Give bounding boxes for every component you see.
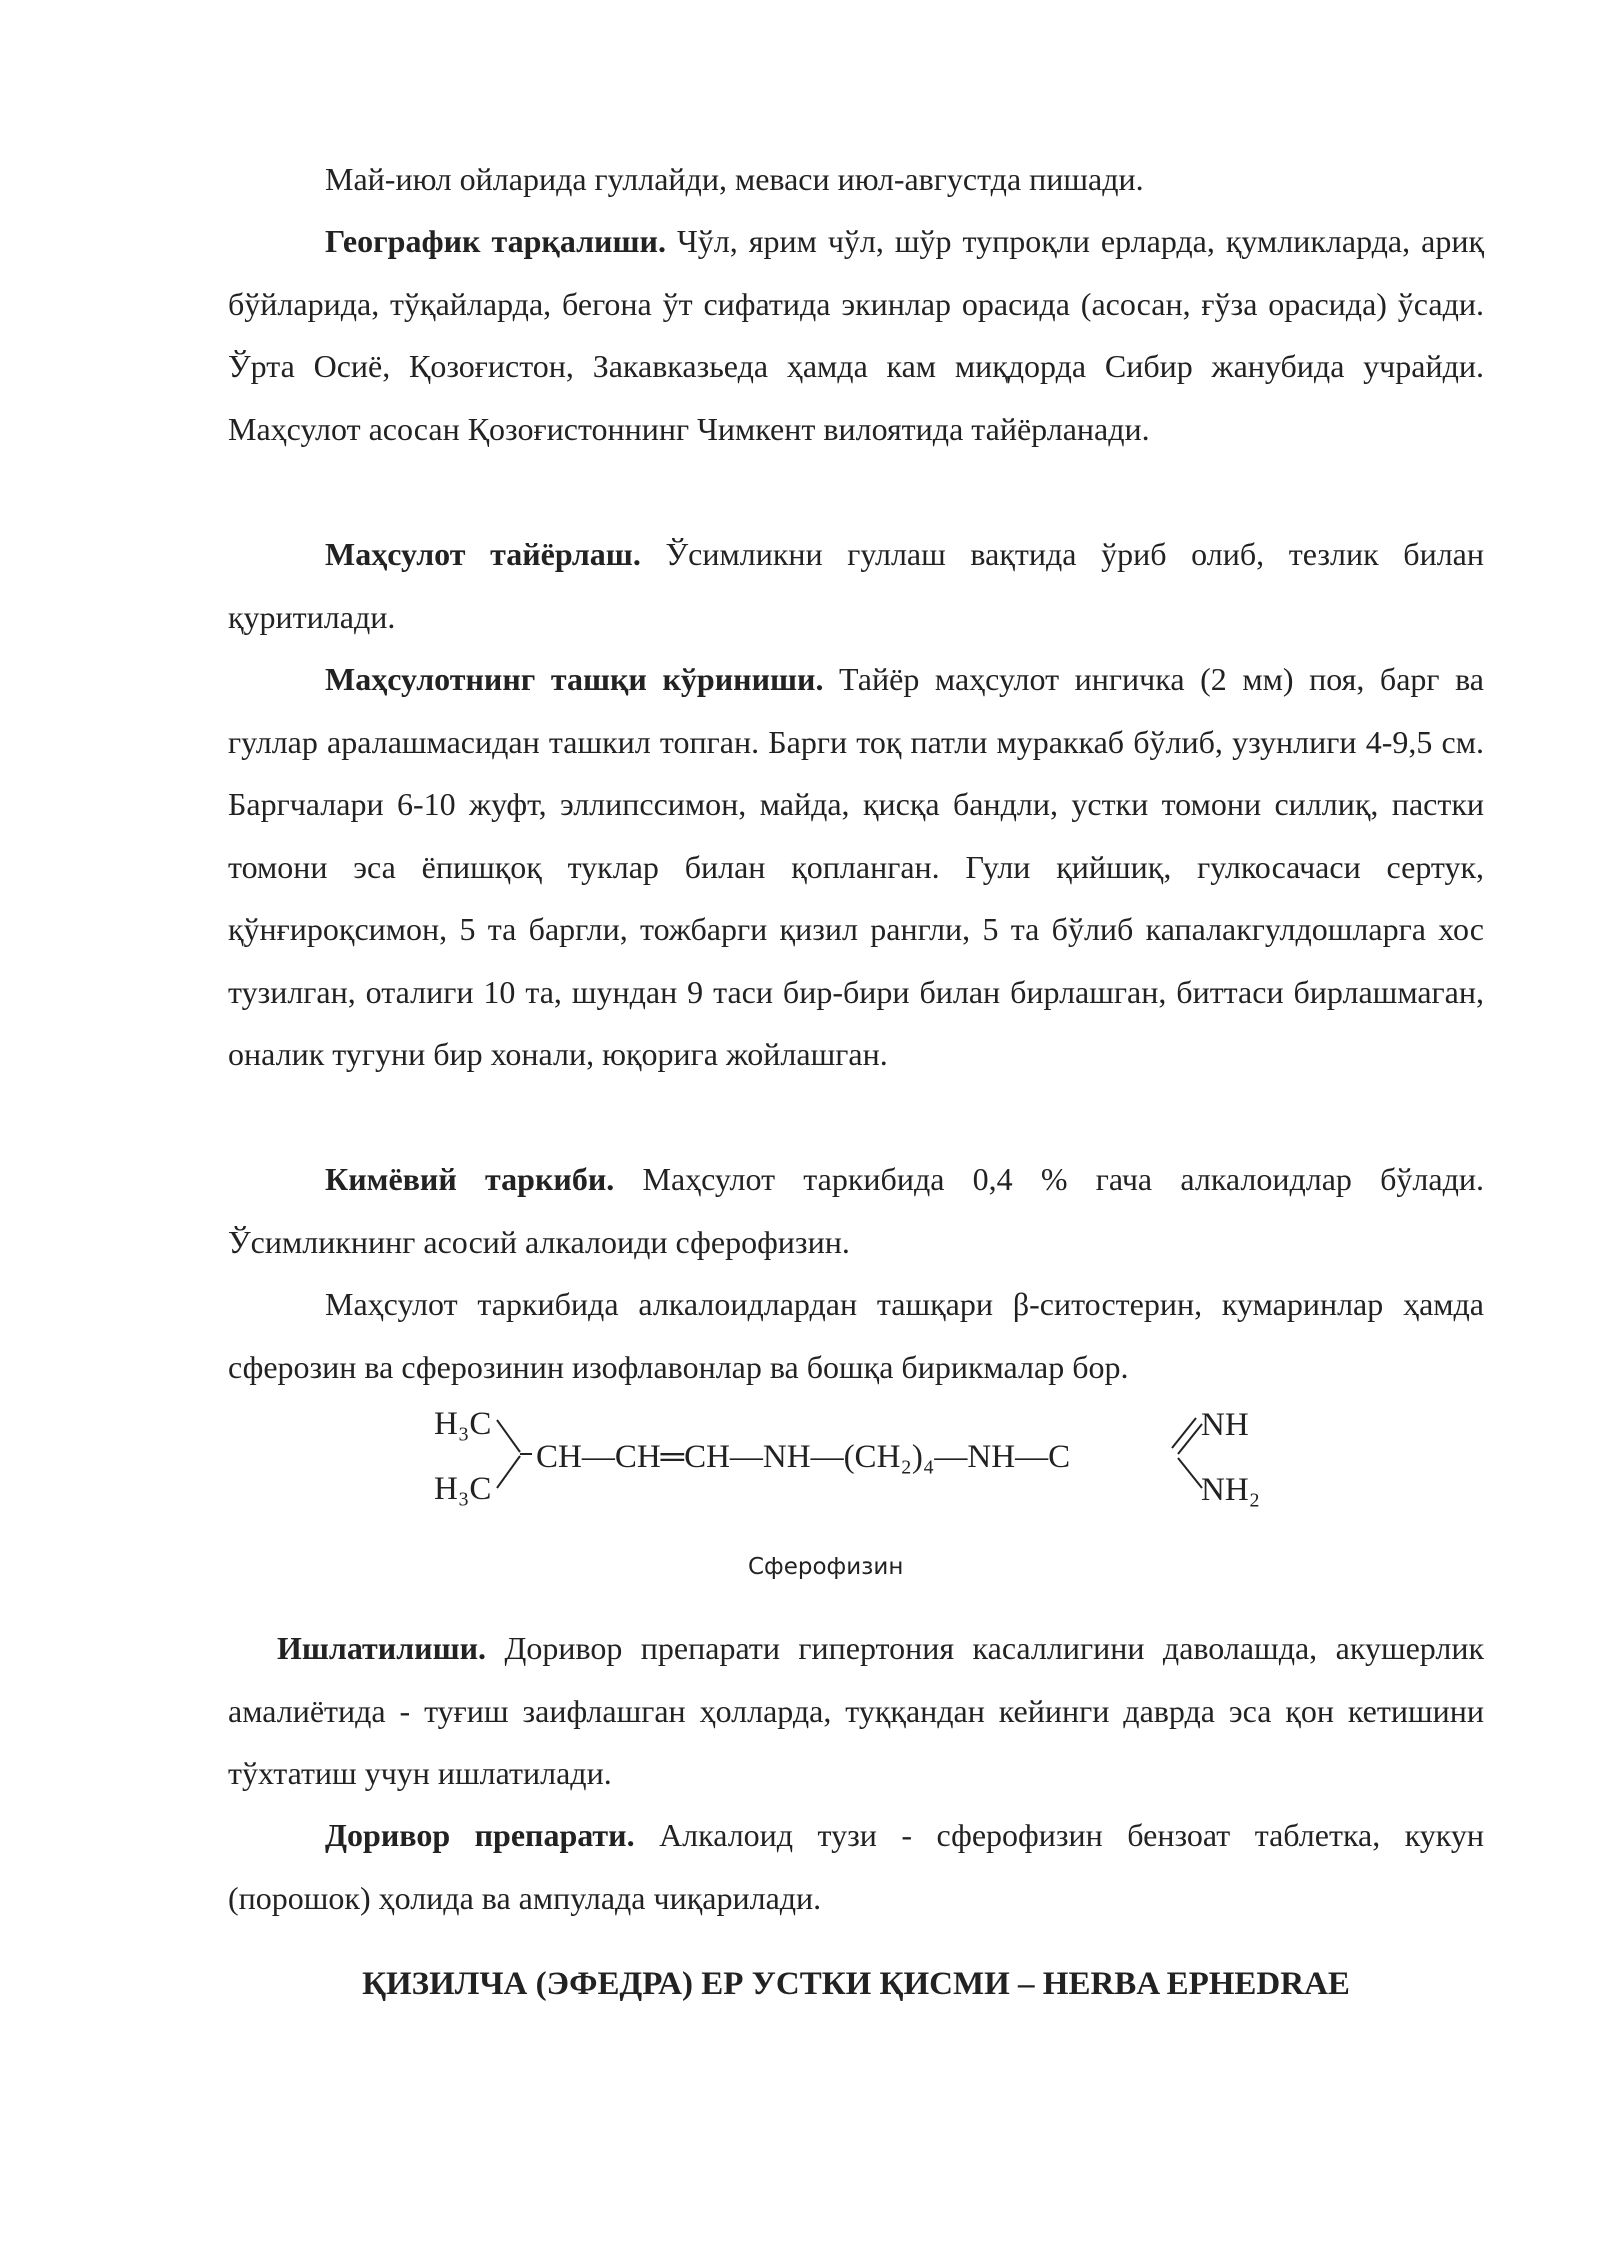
paragraph-drug-preparation <box>228 1804 1484 1929</box>
formula-single-bond <box>1178 1458 1202 1488</box>
formula-h3c-bottom: H₃C <box>434 1471 492 1507</box>
formula-bond-top <box>497 1420 520 1452</box>
paragraph-lead: Маҳсулот тайёрлаш. <box>325 536 641 572</box>
paragraph-lead: Географик тарқалиши. <box>325 223 666 259</box>
paragraph-text: Алкалоид тузи - сферофизин бензоат таблетка, кукун (порошок) ҳолида ва ампулада чиқарилади. <box>228 1817 1485 1916</box>
paragraph-text: Маҳсулот таркибида 0,4 % гача алкалоидлар бўлади. Ўсимликнинг асосий алкалоиди сферофизин. <box>228 1161 1484 1260</box>
paragraph-text: Чўл, ярим чўл, шўр тупроқли ерларда, қумликларда, ариқ бўйларида, тўқайларда, бегона ўт сифатида экинлар орасида (асосан, ғўза орасида) ўсади. Ўрта Осиё, Қозоғистон, Закавказьеда ҳамда кам миқдорда Сибир жанубида учрайди. Маҳсулот асосан Қозоғистоннинг Чимкент вилоятида тайёрланади. <box>228 223 1485 447</box>
spherophysine-structural-formula <box>420 1390 1280 1590</box>
formula-double-bond-b <box>1172 1418 1196 1448</box>
paragraph-appearance <box>228 648 1484 1086</box>
paragraph-lead: Доривор препарати. <box>325 1817 635 1853</box>
paragraph-text: Маҳсулот таркибида алкалоидлардан ташқари β-ситостерин, кумаринлар ҳамда сферозин ва сферозинин изофлавонлар ва бошқа бирикмалар бор. <box>228 1286 1484 1385</box>
formula-h3c-top: H₃C <box>434 1406 492 1442</box>
formula-nh2: NH₂ <box>1201 1472 1261 1508</box>
paragraph-lead: Маҳсулотнинг ташқи кўриниши. <box>325 661 824 697</box>
paragraph-lead: Кимёвий таркиби. <box>325 1161 615 1197</box>
paragraph-preparation <box>228 523 1484 648</box>
formula-chain: CH—CH═CH—NH—(CH₂)₄—NH—C <box>536 1439 1071 1475</box>
paragraph-flowering <box>228 148 1484 211</box>
paragraph-usage <box>228 1617 1484 1805</box>
paragraph-text: Тайёр маҳсулот ингичка (2 мм) поя, барг ва гуллар аралашмасидан ташкил топган. Барги тоқ патли мураккаб бўлиб, узунлиги 4-9,5 см. Баргчалари 6-10 жуфт, эллипссимон, майда, қисқа бандли, устки томони силлиқ, пастки томони эса ёпишқоқ туклар билан қопланган. Гули қийшиқ, гулкосачаси сертук, қўнғироқсимон, 5 та баргли, тожбарги қизил рангли, 5 та бўлиб капалакгулдошларга хос тузилган, оталиги 10 та, шундан 9 таси бир-бири билан бирлашган, биттаси бирлашмаган, оналик тугуни бир хонали, юқорига жойлашган. <box>228 661 1485 1072</box>
formula-bond-bottom <box>497 1456 520 1488</box>
formula-caption: Сферофизин <box>748 1554 904 1580</box>
paragraph-text: Ўсимликни гуллаш вақтида ўриб олиб, тезлик билан қуритилади. <box>228 536 1485 635</box>
paragraph-geography <box>228 210 1484 460</box>
section-heading: ҚИЗИЛЧА (ЭФЕДРА) ЕР УСТКИ ҚИСМИ – HERBA EPHEDRAE <box>362 1966 1350 2002</box>
paragraph-lead: Ишлатилиши. <box>277 1630 487 1666</box>
paragraph-chemical-composition <box>228 1148 1484 1273</box>
paragraph-other-compounds <box>228 1273 1484 1398</box>
formula-double-bond-a <box>1178 1424 1202 1454</box>
paragraph-text: Май-июл ойларида гуллайди, меваси июл-августда пишади. <box>325 161 1144 197</box>
paragraph-text: Доривор препарати гипертония касаллигини даволашда, акушерлик амалиётида - туғиш заифлашган ҳолларда, туққандан кейинги даврда эса қон кетишини тўхтатиш учун ишлатилади. <box>228 1630 1484 1791</box>
formula-nh: NH <box>1201 1407 1249 1443</box>
